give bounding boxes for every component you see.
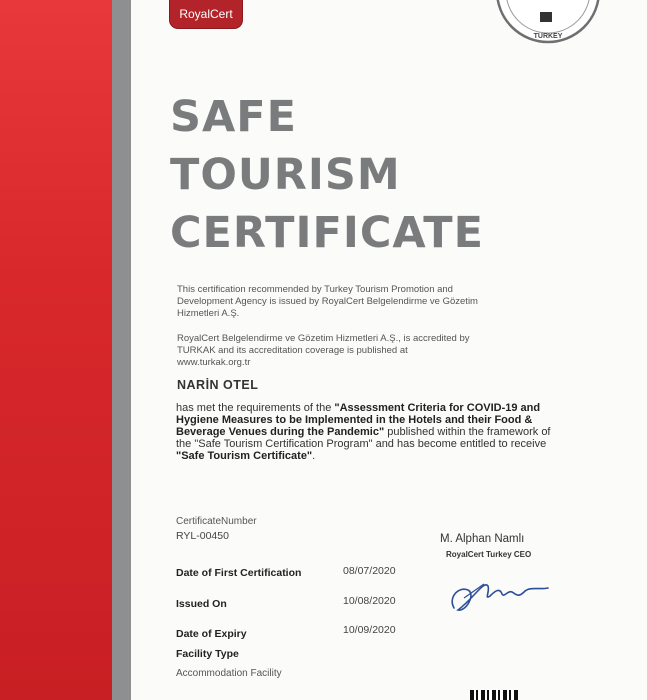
- expiry-label: Date of Expiry: [176, 628, 247, 640]
- seal-emblem-icon: [540, 12, 552, 22]
- facility-type-label: Facility Type: [176, 648, 239, 660]
- title-line-1: SAFE: [170, 92, 297, 142]
- expiry-date: 10/09/2020: [343, 624, 396, 636]
- issued-on-label: Issued On: [176, 598, 227, 610]
- accreditation-seal: [495, 0, 601, 44]
- intro-paragraph: This certification recommended by Turkey Tourism Promotion and Development Agency is issued by RoyalCert Belgelendirme ve Gözetim Hizmetleri A.Ş.: [177, 284, 478, 319]
- signatory-title: RoyalCert Turkey CEO: [446, 550, 532, 559]
- first-certification-label: Date of First Certification: [176, 567, 302, 579]
- assessment-criteria: "Assessment Criteria for COVID-19 and Hygiene Measures to be Implemented in the Hotels and their Food & Beverage Venues during the Pandemic": [176, 402, 541, 438]
- signatory-name: M. Alphan Namlı: [440, 533, 525, 545]
- qr-code: [470, 690, 518, 700]
- gray-side-band: [112, 0, 131, 700]
- signature-image: [444, 568, 554, 620]
- certificate-number: RYL-00450: [176, 530, 229, 542]
- title-line-2: TOURISM: [170, 150, 401, 200]
- hotel-name: NARİN OTEL: [177, 378, 259, 392]
- facility-type-value: Accommodation Facility: [176, 668, 282, 679]
- accreditation-paragraph: RoyalCert Belgelendirme ve Gözetim Hizmetleri A.Ş., is accredited by TURKAK and its accreditation coverage is published at www.turkak.org.tr: [177, 333, 470, 368]
- first-certification-date: 08/07/2020: [343, 565, 396, 577]
- red-side-band: [0, 0, 112, 700]
- certification-statement: has met the requirements of the "Assessment Criteria for COVID-19 and Hygiene Measures to be Implemented in the Hotels and their Food & Beverage Venues during the Pandemic" published within the framework of the "Safe Tourism Certification Program" and has become entitled to receive "Safe Tourism Certificate".: [176, 402, 551, 462]
- issued-on-date: 10/08/2020: [343, 595, 396, 607]
- certificate-number-label: CertificateNumber: [176, 516, 257, 527]
- seal-text: TURKEY: [533, 33, 563, 40]
- award-name: "Safe Tourism Certificate": [176, 450, 313, 462]
- certificate-title: [170, 88, 484, 262]
- title-line-3: CERTIFICATE: [170, 208, 485, 258]
- royalcert-logo: RoyalCert: [170, 0, 242, 28]
